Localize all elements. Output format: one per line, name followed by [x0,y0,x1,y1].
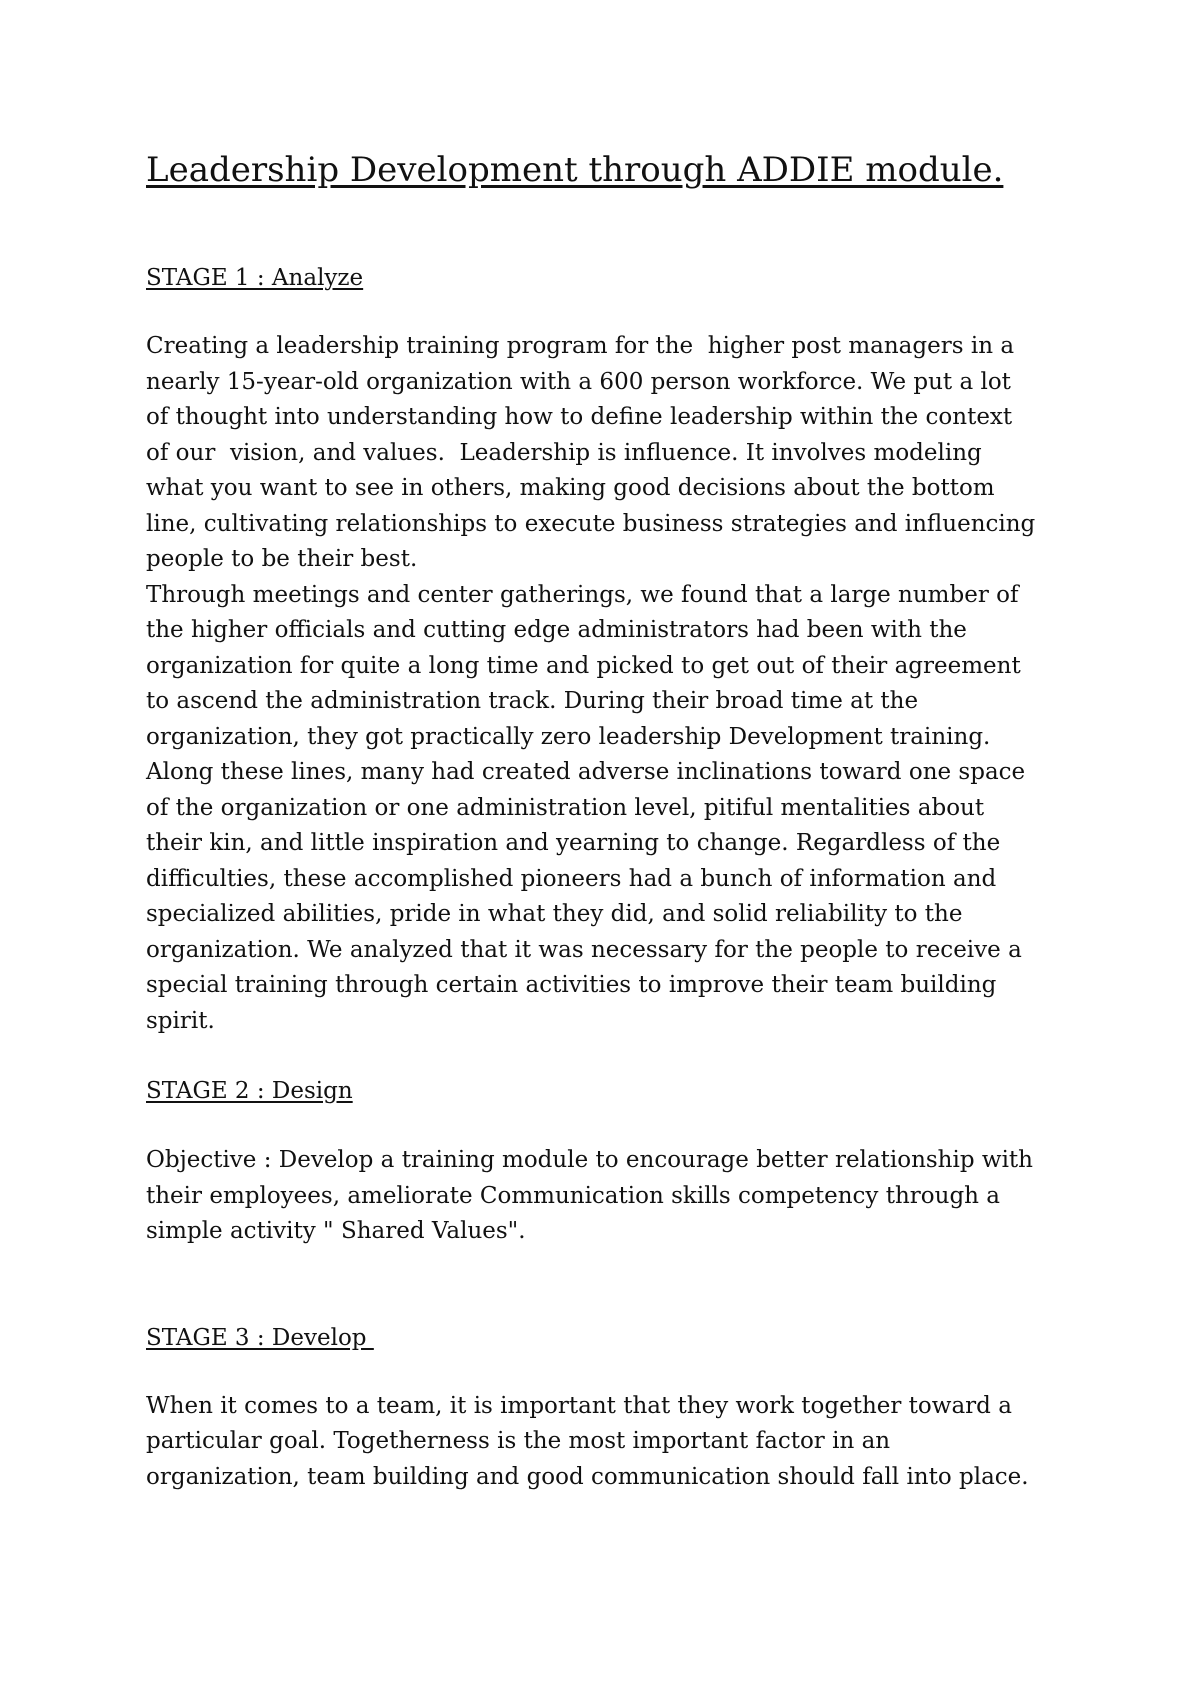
stage-2-line: their employees, ameliorate Communication skills competency through a [146,1182,1001,1209]
stage-1-line: Through meetings and center gatherings, we found that a large number of [146,581,1019,608]
stage-1-line: the higher officials and cutting edge administrators had been with the [146,617,967,643]
stage-1-line: organization. We analyzed that it was necessary for the people to receive a [146,936,1022,963]
stage-1-line: specialized abilities, pride in what they did, and solid reliability to the [146,901,963,927]
stage-3-heading: STAGE 3 : Develop [146,1324,374,1351]
stage-1-line: Along these lines, many had created adverse inclinations toward one space [146,759,1026,785]
stage-1-line: of the organization or one administration level, pitiful mentalities about [146,794,985,821]
stage-1-heading: STAGE 1 : Analyze [146,265,364,291]
stage-1-line: their kin, and little inspiration and yearning to change. Regardless of the [146,830,1001,856]
stage-1-line: line, cultivating relationships to execute business strategies and influencing [146,510,1036,537]
stage-1-line: what you want to see in others, making good decisions about the bottom [146,475,995,501]
stage-3-line: When it comes to a team, it is important that they work together toward a [146,1392,1012,1419]
stage-1-line: spirit. [146,1007,215,1034]
stage-2-paragraph [146,1143,1076,1250]
stage-2-line: Objective : Develop a training module to encourage better relationship with [146,1147,1033,1173]
stage-1-line: people to be their best. [146,546,418,572]
stage-3-paragraph [146,1389,1076,1496]
stage-1-line: organization for quite a long time and picked to get out of their agreement [146,652,1021,679]
document-title: Leadership Development through ADDIE module. [146,150,1004,190]
stage-2-heading: STAGE 2 : Design [146,1078,353,1104]
stage-1-line: special training through certain activities to improve their team building [146,972,997,998]
stage-1-line: of thought into understanding how to define leadership within the context [146,404,1013,430]
stage-2-line: simple activity " Shared Values". [146,1218,526,1244]
stage-1-line: difficulties, these accomplished pioneers had a bunch of information and [146,865,997,892]
stage-1-line: organization, they got practically zero leadership Development training. [146,723,991,750]
stage-1-line: Creating a leadership training program for the higher post managers in a [146,333,1015,359]
stage-1-paragraph [146,329,1076,1039]
stage-3-line: organization, team building and good communication should fall into place. [146,1463,1029,1490]
document-content [146,148,1076,1495]
stage-1-line: of our vision, and values. Leadership is influence. It involves modeling [146,439,982,466]
stage-1-line: to ascend the administration track. During their broad time at the [146,688,919,714]
stage-3-line: particular goal. Togetherness is the most important factor in an [146,1428,891,1454]
stage-1-line: nearly 15-year-old organization with a 600 person workforce. We put a lot [146,368,1011,395]
